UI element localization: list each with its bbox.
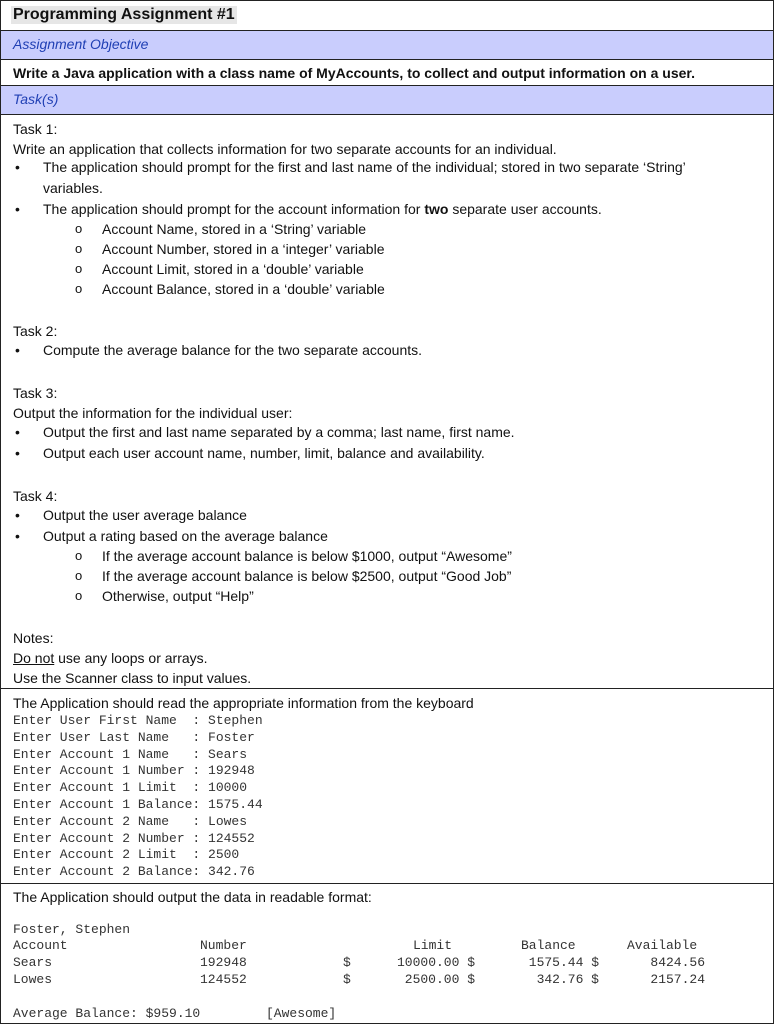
- task1-bullet2: The application should prompt for the account information for two separate user accounts.: [43, 201, 602, 217]
- circle-bullet-icon: o: [75, 548, 83, 563]
- circle-bullet-icon: o: [75, 568, 83, 583]
- console-input-line: Enter User Last Name : Foster: [13, 729, 255, 745]
- title-row: [1, 1, 773, 31]
- tasks-header-row: [1, 86, 773, 115]
- task3-label: Task 3:: [13, 385, 58, 401]
- task4-bullet2: Output a rating based on the average balance: [43, 528, 328, 544]
- task3-intro: Output the information for the individual user:: [13, 405, 293, 421]
- column-header-limit: Limit: [413, 938, 453, 953]
- row-account: Sears: [13, 955, 53, 970]
- row-currency: $: [343, 955, 351, 970]
- circle-bullet-icon: o: [75, 241, 83, 256]
- bullet-icon: •: [15, 424, 20, 440]
- row-balance: 342.76 $: [536, 972, 599, 987]
- column-header-balance: Balance: [521, 938, 576, 953]
- task1-sub-item: Account Number, stored in a ‘integer’ variable: [102, 241, 385, 257]
- bullet-icon: •: [15, 342, 20, 358]
- tasks-header: Task(s): [13, 91, 59, 107]
- circle-bullet-icon: o: [75, 588, 83, 603]
- input-section-heading: The Application should read the appropriate information from the keyboard: [13, 695, 474, 711]
- objective-statement-row: [1, 60, 773, 86]
- console-input-line: Enter Account 1 Name : Sears: [13, 746, 248, 762]
- circle-bullet-icon: o: [75, 261, 83, 276]
- rating-label: [Awesome]: [266, 1006, 337, 1021]
- column-header-available: Available: [627, 938, 698, 953]
- row-available: 2157.24: [650, 972, 705, 987]
- task2-bullet1: Compute the average balance for the two separate accounts.: [43, 342, 423, 358]
- objective-header-row: [1, 31, 773, 60]
- section-divider: [1, 688, 773, 689]
- bullet-icon: •: [15, 445, 20, 461]
- notes-line1: Do not use any loops or arrays.: [13, 650, 208, 666]
- row-balance: 1575.44 $: [528, 955, 599, 970]
- column-header-number: Number: [200, 938, 247, 953]
- row-number: 124552: [200, 972, 247, 987]
- task1-label: Task 1:: [13, 121, 58, 137]
- task4-sub-item: If the average account balance is below $2500, output “Good Job”: [102, 568, 512, 584]
- notes-line2: Use the Scanner class to input values.: [13, 670, 252, 686]
- console-input-line: Enter Account 2 Name : Lowes: [13, 813, 248, 829]
- notes-label: Notes:: [13, 630, 54, 646]
- task1-bullet1-line2: variables.: [43, 180, 103, 196]
- row-available: 8424.56: [650, 955, 705, 970]
- task4-sub-item: If the average account balance is below $1000, output “Awesome”: [102, 548, 512, 564]
- console-input-line: Enter Account 2 Limit : 2500: [13, 847, 240, 863]
- row-limit: 10000.00 $: [396, 955, 475, 970]
- output-section-heading: The Application should output the data in readable format:: [13, 889, 372, 905]
- column-header-account: Account: [13, 938, 68, 953]
- objective-header: Assignment Objective: [13, 36, 149, 52]
- bullet-icon: •: [15, 159, 20, 175]
- task1-sub-item: Account Balance, stored in a ‘double’ variable: [102, 281, 385, 297]
- task1-bullet1-line1: The application should prompt for the first and last name of the individual; stored in two separate ‘String’: [43, 159, 686, 175]
- output-name-line: Foster, Stephen: [13, 922, 131, 937]
- console-input-line: Enter Account 1 Number : 192948: [13, 763, 255, 779]
- console-input-line: Enter Account 2 Balance: 342.76: [13, 864, 255, 880]
- row-number: 192948: [200, 955, 247, 970]
- console-input-line: Enter User First Name : Stephen: [13, 713, 263, 728]
- circle-bullet-icon: o: [75, 281, 83, 296]
- console-input-line: Enter Account 1 Balance: 1575.44: [13, 796, 263, 812]
- task2-label: Task 2:: [13, 323, 58, 339]
- bullet-icon: •: [15, 507, 20, 523]
- task3-bullet2: Output each user account name, number, limit, balance and availability.: [43, 445, 485, 461]
- task1-intro: Write an application that collects information for two separate accounts for an individual.: [13, 141, 557, 157]
- bullet-icon: •: [15, 201, 20, 217]
- console-input-line: Enter Account 1 Limit : 10000: [13, 780, 248, 796]
- task3-bullet1: Output the first and last name separated by a comma; last name, first name.: [43, 424, 515, 440]
- row-currency: $: [343, 972, 351, 987]
- circle-bullet-icon: o: [75, 221, 83, 236]
- task1-sub-item: Account Limit, stored in a ‘double’ variable: [102, 261, 364, 277]
- task4-sub-item: Otherwise, output “Help”: [102, 588, 254, 604]
- page-title: Programming Assignment #1: [13, 6, 235, 23]
- console-input-block: [13, 713, 263, 881]
- section-divider: [1, 883, 773, 884]
- objective-statement: Write a Java application with a class name of MyAccounts, to collect and output information on a user.: [13, 65, 695, 81]
- average-balance: Average Balance: $959.10: [13, 1006, 201, 1021]
- bullet-icon: •: [15, 528, 20, 544]
- task1-sub-item: Account Name, stored in a ‘String’ variable: [102, 221, 367, 237]
- row-account: Lowes: [13, 972, 53, 987]
- row-limit: 2500.00 $: [404, 972, 475, 987]
- console-input-line: Enter Account 2 Number : 124552: [13, 830, 255, 846]
- task4-bullet1: Output the user average balance: [43, 507, 247, 523]
- task4-label: Task 4:: [13, 488, 58, 504]
